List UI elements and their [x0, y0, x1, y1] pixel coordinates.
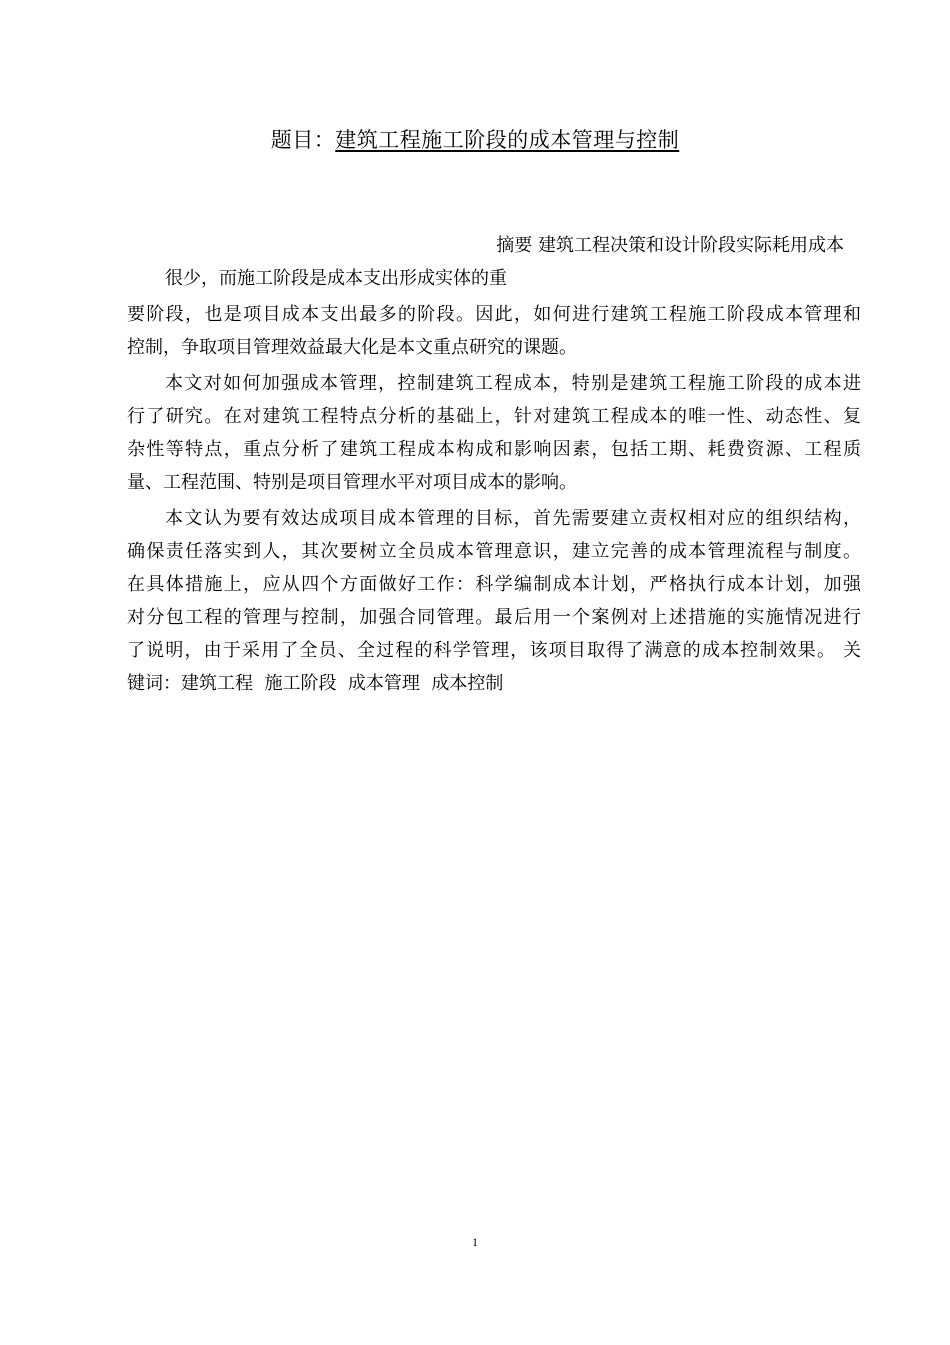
title-text: 建筑工程施工阶段的成本管理与控制: [335, 128, 680, 152]
body-line: 对分包工程的管理与控制，加强合同管理。最后用一个案例对上述措施的实施情况进行: [127, 607, 861, 628]
abstract-line: 很少，而施工阶段是成本支出形成实体的重: [165, 268, 507, 289]
body-line: 量、工程范围、特别是项目管理水平对项目成本的影响。: [127, 472, 577, 493]
keywords-line: 键词：建筑工程 施工阶段 成本管理 成本控制: [127, 673, 504, 694]
abstract-line: 要阶段，也是项目成本支出最多的阶段。因此，如何进行建筑工程施工阶段成本管理和: [127, 304, 861, 325]
body-line: 本文认为要有效达成项目成本管理的目标，首先需要建立责权相对应的组织结构，: [165, 508, 861, 529]
document-title: [0, 124, 950, 156]
body-line: 行了研究。在对建筑工程特点分析的基础上，针对建筑工程成本的唯一性、动态性、复: [127, 406, 861, 427]
abstract-line: 摘要 建筑工程决策和设计阶段实际耗用成本: [496, 235, 844, 256]
page-number: 1: [472, 1235, 478, 1249]
body-line: 本文对如何加强成本管理，控制建筑工程成本，特别是建筑工程施工阶段的成本进: [165, 373, 861, 394]
body-line: 了说明，由于采用了全员、全过程的科学管理，该项目取得了满意的成本控制效果。 关: [127, 640, 861, 661]
body-line: 确保责任落实到人，其次要树立全员成本管理意识，建立完善的成本管理流程与制度。: [127, 541, 861, 562]
abstract-line: 控制，争取项目管理效益最大化是本文重点研究的课题。: [127, 337, 577, 358]
body-line: 杂性等特点，重点分析了建筑工程成本构成和影响因素，包括工期、耗费资源、工程质: [127, 439, 861, 460]
title-prefix: 题目：: [270, 128, 336, 152]
body-line: 在具体措施上，应从四个方面做好工作：科学编制成本计划，严格执行成本计划，加强: [127, 574, 861, 595]
